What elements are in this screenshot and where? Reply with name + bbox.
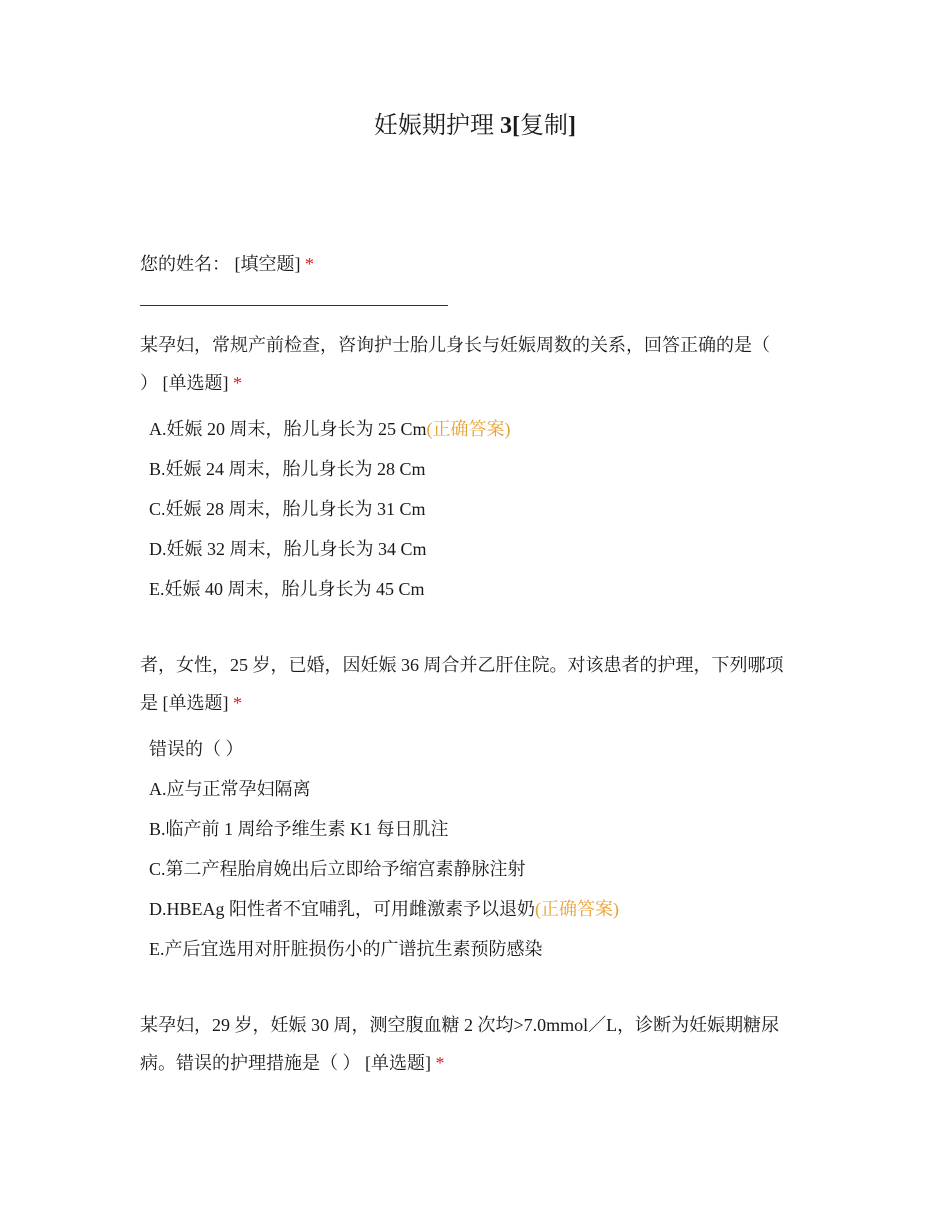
q2-option-d[interactable] [149, 889, 619, 929]
option-text: A.妊娠 20 周末，胎儿身长为 25 Cm [149, 419, 427, 439]
title-bracket-close: ] [568, 113, 576, 139]
q2-option-c[interactable]: C.第二产程胎肩娩出后立即给予缩宫素静脉注射 [149, 859, 526, 879]
required-mark: * [233, 693, 242, 713]
question-1-line-1: 某孕妇，常规产前检查，咨询护士胎儿身长与妊娠周数的关系，回答正确的是（ [140, 335, 770, 355]
correct-answer-mark: (正确答案) [535, 899, 619, 919]
question-type: [填空题] [234, 254, 301, 274]
question-2-text-end: 是 [140, 693, 158, 713]
q1-option-d[interactable]: D.妊娠 32 周末，胎儿身长为 34 Cm [149, 539, 427, 559]
page-title [0, 108, 950, 144]
q2-option-a[interactable]: A.应与正常孕妇隔离 [149, 779, 311, 799]
required-mark: * [233, 373, 242, 393]
question-2-line-1: 者，女性，25 岁，已婚，因妊娠 36 周合并乙肝住院。对该患者的护理，下列哪项 [140, 655, 784, 675]
q1-option-a[interactable] [149, 409, 511, 449]
question-type: [单选题] [162, 373, 229, 393]
q1-option-b[interactable]: B.妊娠 24 周末，胎儿身长为 28 Cm [149, 459, 426, 479]
title-text: 妊娠期护理 [374, 113, 494, 139]
correct-answer-mark: (正确答案) [426, 419, 511, 439]
option-text: D.HBEAg 阳性者不宜哺乳，可用雌激素予以退奶 [149, 899, 535, 919]
q1-option-c[interactable]: C.妊娠 28 周末，胎儿身长为 31 Cm [149, 499, 426, 519]
question-name-text: 您的姓名： [140, 254, 230, 274]
question-type: [单选题] [162, 693, 229, 713]
title-copy: 复制 [520, 113, 568, 139]
question-3-line-2 [140, 1044, 445, 1082]
question-type: [单选题] [365, 1053, 431, 1073]
question-2-line-2 [140, 684, 242, 722]
question-1-paren: ） [140, 373, 158, 393]
question-1-line-2 [140, 364, 242, 402]
question-name [140, 245, 314, 283]
q2-option-b[interactable]: B.临产前 1 周给予维生素 K1 每日肌注 [149, 819, 449, 839]
question-3-line-1: 某孕妇，29 岁，妊娠 30 周，测空腹血糖 2 次均>7.0mmol／L，诊断为妊娠期糖尿 [140, 1015, 780, 1035]
required-mark: * [305, 254, 314, 274]
q1-option-e[interactable]: E.妊娠 40 周末，胎儿身长为 45 Cm [149, 579, 425, 599]
question-3-text-end: 病。错误的护理措施是（ ） [140, 1053, 361, 1073]
name-answer-field[interactable] [140, 305, 448, 306]
required-mark: * [435, 1053, 445, 1073]
q2-option-e[interactable]: E.产后宜选用对肝脏损伤小的广谱抗生素预防感染 [149, 939, 543, 959]
title-number: 3[ [500, 113, 520, 139]
question-2-subtext: 错误的（ ） [149, 739, 244, 759]
